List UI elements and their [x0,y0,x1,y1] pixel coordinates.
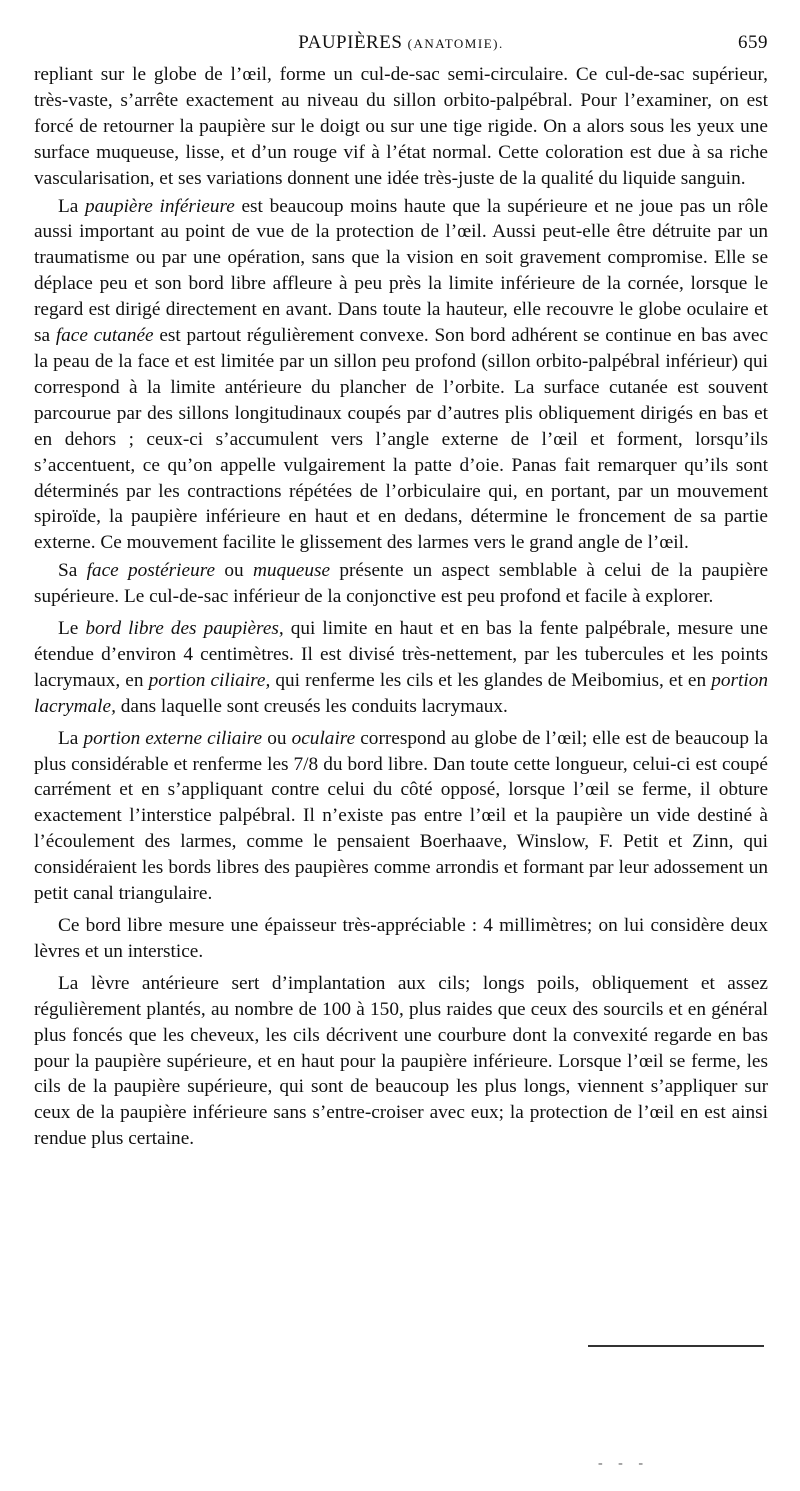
paragraph [34,726,768,907]
running-title-main: PAUPIÈRES [298,32,403,53]
underline-mark [588,1345,764,1347]
text-run: Sa [58,560,87,582]
paragraph [34,616,768,720]
paragraph [34,194,768,557]
text-run: ou [215,560,253,582]
text-run: est partout régulièrement convexe. Son bord adhérent se continue en bas avec la peau de la face et est limitée par un sillon peu profond (sillon orbito-palpébral inférieur) qui correspond à la limite antérieure du plancher de l’orbite. La surface cutanée est souvent parcourue par des sillons longitudinaux coupés par d’autres plis obliquement dirigés en bas et en dehors ; ceux-ci s’accumulent vers l’angle externe de l’œil et forment, lorsqu’ils s’accentuent, ce qu’on appelle vulgairement la patte d’oie. Panas fait remarquer qu’ils sont déterminés par les contractions répétées de l’orbiculaire qui, en portant, par un mouvement spiroïde, la paupière inférieure en haut et en dedans, détermine le froncement de sa partie externe. Ce mouvement facilite le glissement des larmes vers le grand angle de l’œil. [34,325,769,554]
paragraph [34,971,768,1152]
italic-term: paupière inférieure [85,195,235,217]
italic-term: oculaire [291,727,356,749]
running-title-subtitle: (ANATOMIE). [407,36,504,51]
italic-term: face postérieure [86,560,216,582]
text-run: Ce bord libre mesure une épaisseur très-appréciable : 4 millimètres; on lui considère deux lèvres et un interstice. [34,915,768,962]
paragraph [34,62,768,192]
stray-marks: - - - [598,1456,649,1471]
page-number: 659 [738,32,768,53]
text-run: est beaucoup moins haute que la supérieure et ne joue pas un rôle aussi important au point de vue de la protection de l’œil. Aussi peut-elle être détruite par un traumatisme ou par une opération, sans que la vision en soit gravement compromise. Elle se déplace peu et son bord libre affleure à peu près la limite inférieure de la cornée, lorsque le regard est dirigé directement en avant. Dans toute la hauteur, elle recouvre le globe oculaire et sa [34,195,768,347]
italic-term: portion lacrymale, [34,669,768,717]
italic-term: bord libre des paupières, [85,618,284,640]
text-run: qui renferme les cils et les glandes de Meibomius, et en [270,669,712,691]
text-run: La lèvre antérieure sert d’implantation aux cils; longs poils, obliquement et assez régulièrement plantés, au nombre de 100 à 150, plus raides que ceux des sourcils et en général plus foncés que les cheveux, les cils décrivent une courbure dont la convexité regarde en bas pour la paupière supérieure, et en haut pour la paupière inférieure. Lorsque l’œil se ferme, les cils de la paupière supérieure, qui sont de beaucoup les plus longs, viennent s’appliquer sur ceux de la paupière inférieure sans s’entre-croiser avec eux; la protection de l’œil en est ainsi rendue plus certaine. [34,972,768,1150]
text-run: La [58,727,84,749]
paragraph [34,558,768,610]
italic-term: portion ciliaire, [148,669,271,691]
text-run: Le [58,618,86,640]
book-page [34,28,768,1152]
running-title [34,32,768,54]
text-run: dans laquelle sont creusés les conduits lacrymaux. [115,695,508,717]
text-run: ou [262,727,292,749]
running-head [34,28,768,62]
italic-term: face cutanée [55,325,154,347]
paragraph [34,913,768,965]
text-run: correspond au globe de l’œil; elle est de beaucoup la plus considérable et renferme les 7/8 du bord libre. Dan toute cette longueur, celui-ci est coupé carrément et en s’appliquant contre celui du côté opposé, lorsque l’œil se ferme, il obture exactement l’interstice palpébral. Il n’existe pas entre l’œil et la paupière un vide destiné à l’écoulement des larmes, comme le pensaient Boerhaave, Winslow, F. Petit et Zinn, qui considéraient les bords libres des paupières comme arrondis et formant par leur adossement un petit canal triangulaire. [34,727,769,905]
italic-term: muqueuse [252,560,331,582]
text-run: qui limite en haut et en bas la fente palpébrale, mesure une étendue d’environ 4 centimètres. Il est divisé très-nettement, par les tubercules et les points lacrymaux, en [34,618,768,691]
text-run: repliant sur le globe de l’œil, forme un cul-de-sac semi-circulaire. Ce cul-de-sac supérieur, très-vaste, s’arrête exactement au niveau du sillon orbito-palpébral. Pour l’examiner, on est forcé de retourner la paupière sur le doigt ou sur une tige rigide. On a alors sous les yeux une surface muqueuse, lisse, et d’un rouge vif à l’état normal. Cette coloration est due à sa riche vascularisation, et ses variations donnent une idée très-juste de la qualité du liquide sanguin. [34,64,768,189]
text-run: La [58,195,86,217]
text-run: présente un aspect semblable à celui de la paupière supérieure. Le cul-de-sac inférieur de la conjonctive est peu profond et facile à explorer. [34,560,769,608]
italic-term: portion externe ciliaire [83,727,263,749]
body-text [34,62,768,1152]
